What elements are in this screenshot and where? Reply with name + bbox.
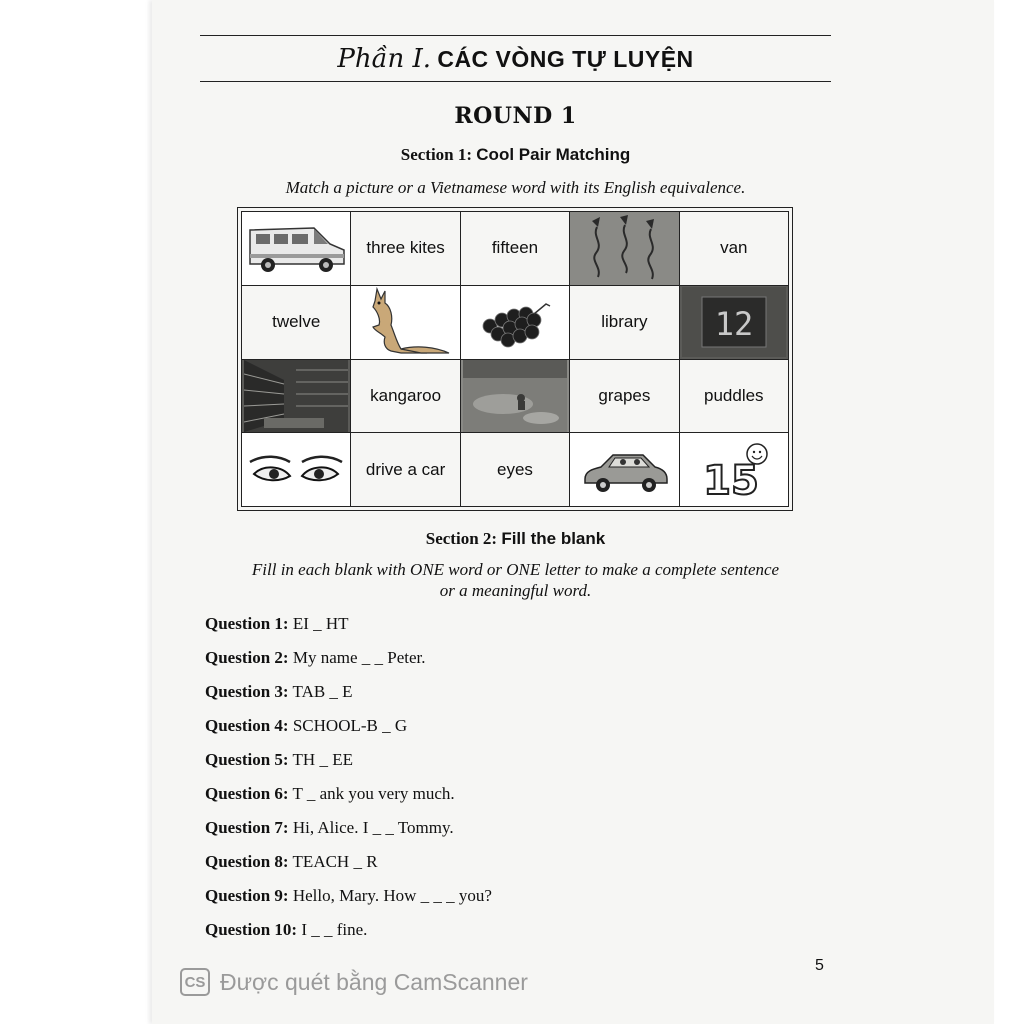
question-text: TH _ EE xyxy=(292,750,353,769)
grid-cell[interactable] xyxy=(460,212,569,286)
section2-heading xyxy=(200,529,831,549)
cell-text: three kites xyxy=(366,238,445,258)
section1-name: Cool Pair Matching xyxy=(476,145,631,164)
page-number: 5 xyxy=(815,957,824,974)
part-title xyxy=(200,44,831,78)
grid-cell[interactable] xyxy=(242,212,351,286)
grid-cell[interactable] xyxy=(679,212,788,286)
question-label: Question 1: xyxy=(205,614,289,633)
grid-cell[interactable] xyxy=(679,433,788,507)
cell-text: van xyxy=(720,238,748,258)
watermark-text: Được quét bằng CamScanner xyxy=(220,968,528,995)
section2-instruction-line1: Fill in each blank with ONE word or ONE letter to make a complete sentence xyxy=(251,560,780,579)
grid-cell[interactable] xyxy=(570,212,679,286)
section1-lead: Section 1: xyxy=(400,145,473,164)
question-text: EI _ HT xyxy=(292,614,349,633)
question-item xyxy=(205,648,426,668)
grid-cell[interactable] xyxy=(351,212,460,286)
part-heading: CÁC VÒNG TỰ LUYỆN xyxy=(437,46,694,72)
round-title: ROUND 1 xyxy=(454,103,577,129)
grid-cell[interactable] xyxy=(242,285,351,359)
question-text: Hi, Alice. I _ _ Tommy. xyxy=(292,818,454,837)
section2-instruction xyxy=(200,559,831,601)
cell-text: library xyxy=(601,312,648,332)
question-item xyxy=(205,818,454,838)
question-text: Hello, Mary. How _ _ _ you? xyxy=(292,886,492,905)
cell-text: kangaroo xyxy=(370,385,442,405)
grid-cell[interactable] xyxy=(242,433,351,507)
question-item xyxy=(205,886,492,906)
grid-row xyxy=(242,285,789,359)
title-rule xyxy=(200,81,831,82)
library-icon xyxy=(244,360,348,432)
cell-text: eyes xyxy=(497,459,533,479)
number-12-icon xyxy=(682,287,786,357)
section2-name: Fill the blank xyxy=(501,529,606,548)
question-item xyxy=(205,614,349,634)
question-label: Question 5: xyxy=(205,750,289,769)
question-item xyxy=(205,852,378,872)
matching-grid xyxy=(237,207,793,511)
question-label: Question 7: xyxy=(205,818,289,837)
section2-lead: Section 2: xyxy=(425,529,498,548)
number-15-icon xyxy=(689,440,779,500)
section1-heading xyxy=(200,145,831,165)
question-item xyxy=(205,682,353,702)
section2-instruction-line2: or a meaningful word. xyxy=(439,581,592,600)
question-item xyxy=(205,716,407,736)
question-text: TEACH _ R xyxy=(292,852,378,871)
camscanner-icon: CS xyxy=(180,968,210,996)
svg-text:15: 15 xyxy=(702,457,759,500)
grid-row xyxy=(242,359,789,433)
grid-row xyxy=(242,433,789,507)
grid-cell[interactable] xyxy=(679,359,788,433)
question-item xyxy=(205,784,455,804)
grid-cell[interactable] xyxy=(351,359,460,433)
question-item xyxy=(205,750,353,770)
kangaroo-icon xyxy=(361,287,451,357)
kites-icon xyxy=(572,213,676,283)
camscanner-watermark xyxy=(180,966,528,998)
grid-cell[interactable] xyxy=(570,359,679,433)
puddles-icon xyxy=(463,360,567,432)
cell-text: fifteen xyxy=(491,238,539,258)
grid-cell[interactable] xyxy=(460,433,569,507)
grid-cell[interactable] xyxy=(570,285,679,359)
question-label: Question 3: xyxy=(205,682,289,701)
question-label: Question 9: xyxy=(205,886,289,905)
question-text: SCHOOL-B _ G xyxy=(292,716,408,735)
question-label: Question 4: xyxy=(205,716,289,735)
van-icon xyxy=(244,220,348,276)
car-driving-icon xyxy=(579,445,669,495)
eyes-icon xyxy=(246,450,346,490)
grid-cell[interactable] xyxy=(242,359,351,433)
svg-text:12: 12 xyxy=(714,305,754,344)
grid-cell[interactable] xyxy=(570,433,679,507)
grid-cell[interactable] xyxy=(351,433,460,507)
question-text: My name _ _ Peter. xyxy=(292,648,426,667)
grid-cell[interactable] xyxy=(460,359,569,433)
cell-text: grapes xyxy=(598,385,651,405)
grid-cell[interactable] xyxy=(460,285,569,359)
question-label: Question 10: xyxy=(205,920,298,939)
question-text: TAB _ E xyxy=(292,682,353,701)
question-label: Question 8: xyxy=(205,852,289,871)
grid-cell[interactable] xyxy=(351,285,460,359)
top-rule xyxy=(200,35,831,36)
grid-row xyxy=(242,212,789,286)
question-label: Question 2: xyxy=(205,648,289,667)
question-text: I _ _ fine. xyxy=(301,920,368,939)
part-label: Phần I. xyxy=(337,44,432,74)
question-item xyxy=(205,920,367,940)
question-text: T _ ank you very much. xyxy=(292,784,455,803)
cell-text: twelve xyxy=(272,312,321,332)
question-label: Question 6: xyxy=(205,784,289,803)
cell-text: puddles xyxy=(704,385,764,405)
cell-text: drive a car xyxy=(365,459,446,479)
section1-instruction: Match a picture or a Vietnamese word with its English equivalence. xyxy=(285,178,746,197)
grid-cell[interactable] xyxy=(679,285,788,359)
grapes-icon xyxy=(470,292,560,352)
